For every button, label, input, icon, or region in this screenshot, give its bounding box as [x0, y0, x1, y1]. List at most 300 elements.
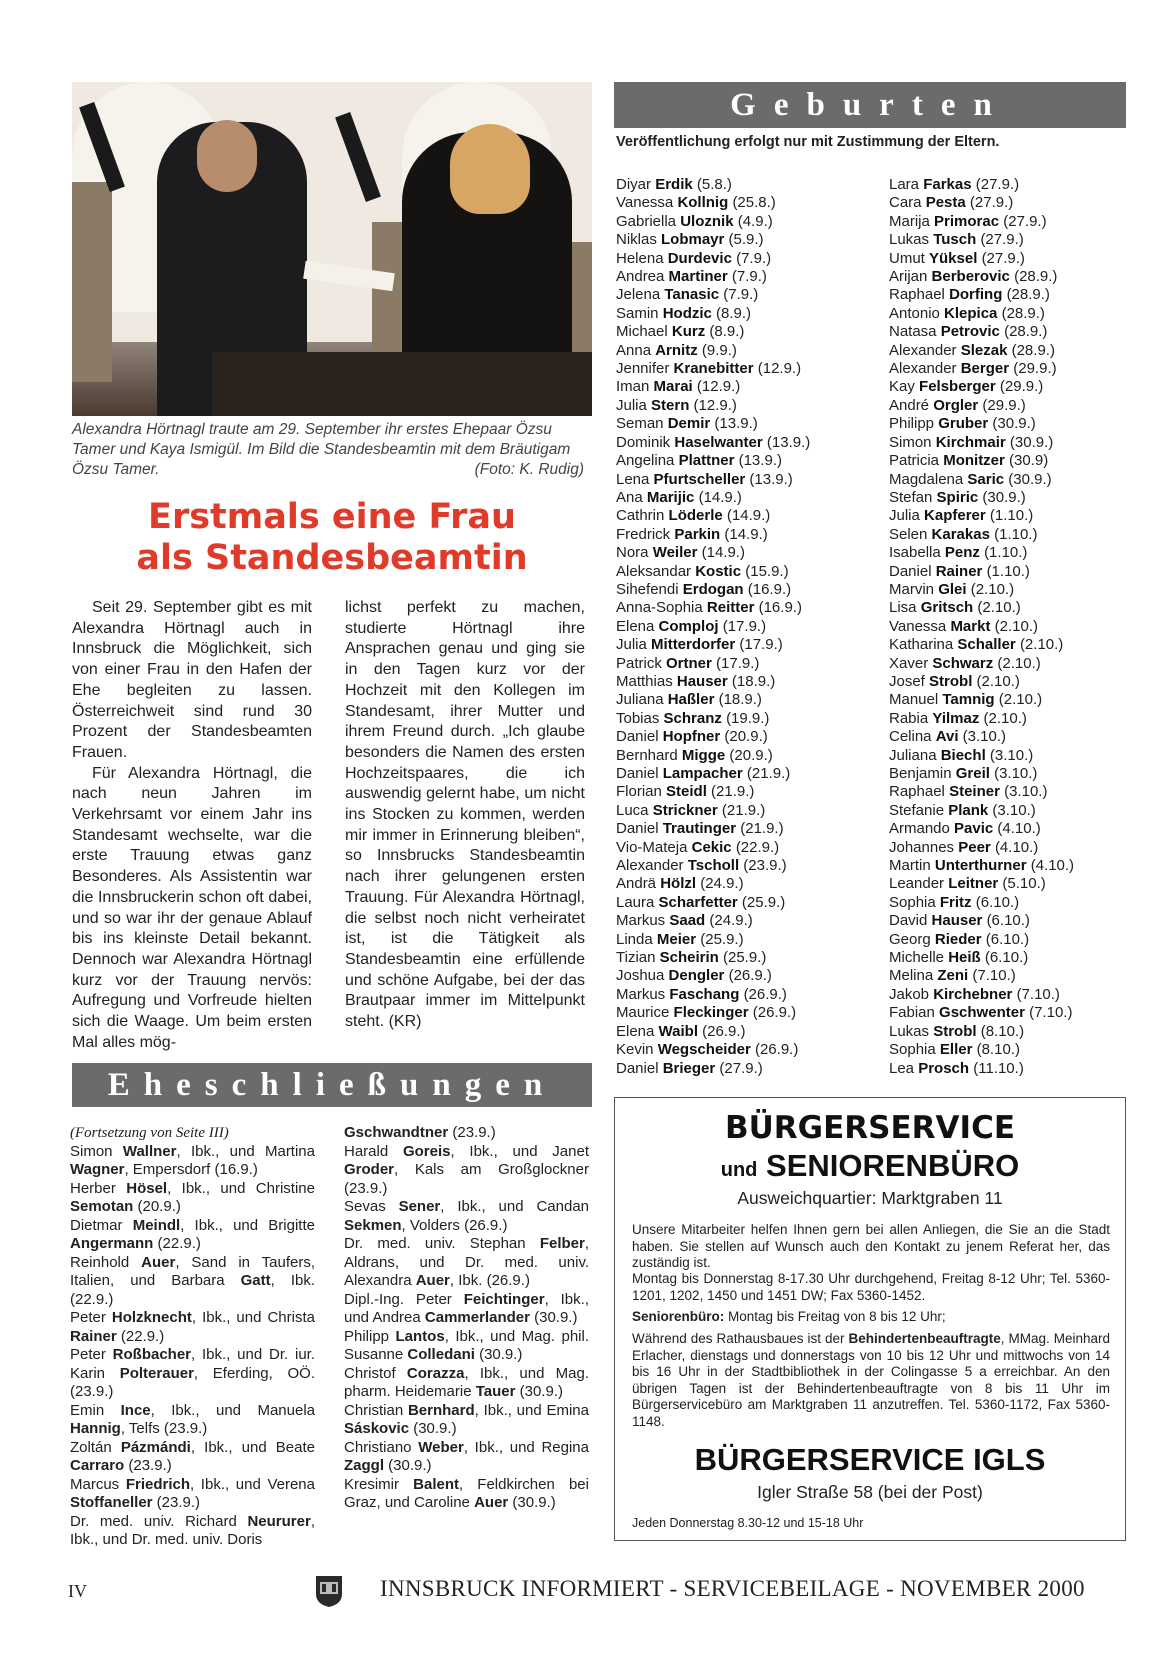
marriage-entry: [344, 1402, 589, 1439]
marriage-surname: Zaggl: [344, 1457, 384, 1474]
marriage-surname: Sekmen: [344, 1216, 402, 1234]
birth-entry: [889, 875, 1074, 893]
birth-first-name: Lea: [889, 1059, 915, 1077]
article-column-1: [72, 598, 312, 1053]
birth-first-name: Armando: [889, 820, 950, 838]
birth-entry: [616, 875, 810, 893]
service-title-und: und: [720, 1159, 758, 1181]
marriage-entry: [70, 1254, 315, 1310]
marriage-surname: Hösel: [126, 1179, 168, 1197]
marriage-surname: Colledani: [407, 1346, 475, 1363]
birth-entry: [616, 342, 810, 360]
birth-first-name: Daniel: [616, 1059, 659, 1077]
birth-last-name: Lobmayr: [661, 231, 725, 249]
birth-first-name: David: [889, 912, 928, 930]
birth-first-name: Alexander: [889, 341, 957, 359]
marriage-text: , Ibk., und Candan: [440, 1198, 589, 1215]
service-hours: Montag bis Donnerstag 8-17.30 Uhr durchgehend, Freitag 8-12 Uhr; Tel. 5360-1201, 1202, 1450 und 1451 DW; Fax 5360-1452.: [632, 1271, 1110, 1303]
birth-last-name: Farkas: [923, 176, 972, 193]
marriage-text: , Ibk., und Regina: [463, 1438, 589, 1456]
marriage-surname: Friedrich: [125, 1475, 190, 1493]
birth-first-name: Seman: [616, 415, 664, 433]
birth-entry: [889, 434, 1074, 452]
birth-date: (20.9.): [729, 746, 773, 764]
birth-date: (28.9.): [1004, 323, 1048, 341]
birth-last-name: Martiner: [668, 268, 728, 286]
birth-first-name: Antonio: [889, 304, 940, 322]
birth-entry: [889, 710, 1074, 728]
igls-title: BÜRGERSERVICE IGLS: [694, 1442, 1046, 1477]
birth-last-name: Markt: [950, 617, 991, 635]
birth-first-name: Elena: [616, 617, 655, 635]
birth-first-name: Julia: [889, 507, 920, 525]
marriage-text: Harald: [344, 1142, 403, 1160]
birth-last-name: Orgler: [933, 396, 979, 414]
birth-first-name: Cathrin: [616, 507, 665, 525]
birth-date: (4.9.): [737, 212, 773, 230]
births-list-left: [616, 176, 810, 1078]
birth-date: (6.10.): [985, 930, 1030, 948]
birth-entry: [616, 231, 810, 249]
marriage-surname: Corazza: [406, 1364, 465, 1382]
marriage-text: (22.9.): [116, 1327, 165, 1345]
marriages-banner: Eheschließungen: [72, 1063, 592, 1107]
marriages-list-right: [344, 1124, 589, 1513]
birth-date: (5.8.): [696, 176, 732, 193]
birth-entry: [889, 415, 1074, 433]
birth-first-name: Arijan: [889, 268, 928, 286]
birth-first-name: Lara: [889, 176, 920, 193]
birth-last-name: Demir: [667, 415, 711, 433]
birth-first-name: Nora: [616, 544, 649, 562]
birth-last-name: Marijic: [646, 488, 695, 506]
birth-entry: [889, 342, 1074, 360]
birth-last-name: Berger: [960, 360, 1010, 378]
birth-date: (2.10.): [998, 691, 1043, 709]
birth-date: (3.10.): [994, 765, 1038, 782]
birth-first-name: Jelena: [616, 286, 661, 304]
marriage-surname: Sáskovic: [344, 1420, 410, 1437]
birth-first-name: Helena: [616, 249, 664, 267]
birth-last-name: Plank: [948, 801, 989, 819]
disability-officer-info: [632, 1331, 1110, 1430]
birth-first-name: Michelle: [889, 949, 945, 967]
marriage-entry: [70, 1513, 315, 1550]
birth-date: (27.9.): [1003, 212, 1047, 230]
birth-entry: [889, 526, 1074, 544]
birth-last-name: Tamnig: [942, 691, 995, 709]
birth-entry: [616, 1041, 810, 1059]
marriage-text: Kresimir: [344, 1475, 414, 1493]
birth-date: (13.9.): [749, 470, 793, 488]
birth-date: (28.9.): [1001, 304, 1045, 322]
birth-date: (14.9.): [724, 525, 768, 543]
birth-date: (8.9.): [716, 304, 752, 322]
birth-entry: [616, 1060, 810, 1078]
marriage-entry: [344, 1235, 589, 1291]
birth-last-name: Stern: [651, 396, 690, 414]
marriage-text: , Ibk., und Dr. med. univ. Doris: [70, 1512, 315, 1548]
birth-last-name: Tscholl: [687, 857, 740, 875]
birth-last-name: Spiric: [936, 488, 979, 506]
birth-date: (1.10.): [984, 544, 1028, 562]
birth-first-name: Alexander: [889, 360, 957, 378]
birth-entry: [616, 618, 810, 636]
birth-date: (7.10.): [1029, 1004, 1073, 1022]
birth-entry: [889, 599, 1074, 617]
birth-last-name: Saric: [967, 470, 1005, 488]
marriage-surname: Auer: [474, 1494, 509, 1511]
birth-date: (13.9.): [766, 433, 811, 451]
birth-last-name: Zeni: [937, 967, 969, 985]
birth-last-name: Migge: [681, 746, 726, 764]
birth-entry: [889, 949, 1074, 967]
birth-date: (4.10.): [997, 820, 1041, 838]
birth-last-name: Slezak: [960, 341, 1008, 359]
marriage-surname: Holzknecht: [111, 1309, 192, 1326]
birth-first-name: Marija: [889, 212, 930, 230]
photo-caption: [72, 420, 592, 480]
birth-date: (21.9.): [721, 801, 766, 819]
birth-entry: [616, 655, 810, 673]
birth-first-name: Fabian: [889, 1004, 935, 1022]
marriage-text: Peter: [70, 1346, 113, 1363]
birth-last-name: Plattner: [678, 452, 735, 470]
service-title: BÜRGERSERVICE: [725, 1110, 1015, 1146]
birth-first-name: Anna-Sophia: [616, 599, 703, 617]
marriage-text: Herber: [70, 1179, 127, 1197]
birth-date: (14.9.): [726, 507, 771, 525]
marriage-entry: [344, 1143, 589, 1199]
birth-entry: [616, 912, 810, 930]
birth-date: (14.9.): [698, 488, 742, 506]
birth-first-name: Alexander: [616, 857, 684, 875]
marriage-surname: Sener: [398, 1198, 441, 1215]
marriage-surname: Auer: [141, 1253, 176, 1271]
birth-first-name: Jakob: [889, 985, 930, 1003]
birth-date: (25.9.): [700, 930, 744, 948]
service-intro: Unsere Mitarbeiter helfen Ihnen gern bei allen Anliegen, die Sie an die Stadt haben. Sie stellen auf Wunsch auch den Kontakt zu jenem Referat her, das zuständig ist.: [632, 1222, 1110, 1270]
birth-last-name: Tusch: [933, 231, 977, 249]
birth-date: (28.9.): [1011, 341, 1055, 359]
birth-first-name: Juliana: [616, 691, 664, 709]
birth-date: (30.9.): [982, 488, 1026, 506]
birth-entry: [616, 747, 810, 765]
births-note: Veröffentlichung erfolgt nur mit Zustimmung der Eltern.: [616, 134, 1000, 150]
marriage-text: (23.9.): [152, 1494, 201, 1511]
birth-entry: [616, 673, 810, 691]
service-subtitle: Ausweichquartier: Marktgraben 11: [737, 1188, 1003, 1208]
birth-date: (8.10.): [976, 1041, 1020, 1059]
birth-entry: [889, 894, 1074, 912]
birth-last-name: Penz: [944, 544, 980, 562]
birth-last-name: Peer: [958, 838, 991, 856]
birth-first-name: Iman: [616, 378, 650, 396]
birth-first-name: Xaver: [889, 654, 929, 672]
birth-entry: [889, 250, 1074, 268]
birth-first-name: Daniel: [616, 820, 659, 838]
birth-date: (2.10.): [997, 654, 1041, 672]
marriage-text: Philipp: [344, 1327, 396, 1345]
marriage-text: , Eferding, OÖ. (23.9.): [70, 1364, 316, 1400]
marriage-text: , Ibk., und Martina: [176, 1142, 315, 1160]
continued-note: (Fortsetzung von Seite III): [70, 1125, 229, 1141]
marriage-surname: Goreis: [402, 1142, 451, 1160]
birth-first-name: Aleksandar: [616, 562, 692, 580]
birth-first-name: Johannes: [889, 838, 955, 856]
birth-first-name: Natasa: [889, 323, 937, 341]
birth-entry: [889, 507, 1074, 525]
birth-last-name: Scheirin: [659, 949, 719, 967]
birth-last-name: Steiner: [949, 783, 1000, 801]
birth-last-name: Yüksel: [929, 249, 978, 267]
birth-first-name: Simon: [889, 433, 932, 451]
marriage-entry: [70, 1439, 315, 1476]
birth-date: (1.10.): [986, 562, 1030, 580]
marriage-text: (30.9.): [529, 1309, 578, 1326]
marriage-text: , Ibk., und Brigitte: [180, 1216, 315, 1234]
birth-entry: [889, 471, 1074, 489]
birth-last-name: Eller: [939, 1041, 973, 1059]
birth-entry: [616, 194, 810, 212]
birth-entry: [616, 268, 810, 286]
birth-last-name: Klepica: [944, 304, 998, 322]
birth-first-name: Celina: [889, 728, 932, 746]
birth-date: (17.9.): [722, 617, 767, 635]
birth-last-name: Hauser: [931, 912, 983, 930]
birth-first-name: Katharina: [889, 636, 954, 654]
marriage-text: Sevas: [344, 1198, 399, 1215]
birth-first-name: Florian: [616, 783, 662, 801]
birth-first-name: Selen: [889, 525, 928, 543]
birth-entry: [616, 434, 810, 452]
birth-first-name: Leander: [889, 875, 945, 893]
birth-date: (2.10.): [977, 599, 1021, 617]
birth-date: (7.9.): [723, 286, 759, 304]
birth-first-name: Luca: [616, 801, 649, 819]
marriage-text: Marcus: [70, 1475, 126, 1493]
marriage-text: , Empersdorf (16.9.): [124, 1161, 258, 1178]
birth-last-name: Arnitz: [655, 341, 698, 359]
birth-entry: [889, 581, 1074, 599]
birth-date: (5.9.): [728, 231, 764, 249]
birth-entry: [616, 986, 810, 1004]
marriage-surname: Gschwandtner: [344, 1124, 449, 1141]
birth-entry: [889, 194, 1074, 212]
birth-first-name: Martin: [889, 857, 931, 875]
birth-entry: [616, 949, 810, 967]
birth-last-name: Hodzic: [662, 304, 712, 322]
birth-entry: [616, 360, 810, 378]
birth-entry: [889, 1023, 1074, 1041]
birth-date: (8.10.): [980, 1022, 1025, 1040]
birth-last-name: Unterthurner: [934, 857, 1027, 875]
birth-first-name: Samin: [616, 304, 659, 322]
birth-entry: [889, 286, 1074, 304]
birth-date: (12.9.): [696, 378, 741, 396]
birth-first-name: Vanessa: [616, 194, 674, 212]
birth-entry: [616, 894, 810, 912]
birth-first-name: Raphael: [889, 286, 945, 304]
birth-date: (19.9.): [726, 709, 770, 727]
birth-first-name: Fredrick: [616, 525, 671, 543]
birth-first-name: Philipp: [889, 415, 935, 433]
birth-last-name: Steidl: [666, 783, 707, 801]
birth-entry: [616, 378, 810, 396]
birth-entry: [616, 471, 810, 489]
birth-last-name: Erdogan: [682, 580, 744, 598]
marriage-entry: [344, 1291, 589, 1328]
birth-date: (1.10.): [994, 525, 1038, 543]
birth-date: (30.9.): [992, 415, 1036, 433]
birth-first-name: Stefan: [889, 488, 933, 506]
birth-first-name: André: [889, 396, 930, 414]
birth-date: (25.9.): [723, 949, 767, 967]
birth-first-name: Elena: [616, 1022, 655, 1040]
birth-last-name: Saad: [669, 912, 706, 930]
birth-date: (18.9.): [731, 672, 776, 690]
marriage-text: , Feldkirchen bei Graz, und Caroline: [344, 1475, 589, 1511]
birth-entry: [889, 986, 1074, 1004]
birth-date: (2.10.): [1019, 636, 1064, 654]
birth-last-name: Fritz: [939, 893, 972, 911]
birth-last-name: Strobl: [929, 672, 973, 690]
marriage-text: , Ibk., und Dr. iur. Karin: [70, 1346, 315, 1382]
birth-date: (17.9.): [739, 636, 783, 654]
birth-entry: [889, 931, 1074, 949]
birth-date: (2.10.): [970, 580, 1015, 598]
birth-date: (13.9.): [714, 415, 758, 433]
senior-office-title: [614, 1148, 1126, 1188]
birth-first-name: Magdalena: [889, 470, 964, 488]
birth-date: (26.9.): [702, 1022, 746, 1040]
birth-date: (21.9.): [711, 783, 755, 801]
birth-last-name: Haselwanter: [674, 433, 763, 451]
marriage-text: Dietmar: [70, 1216, 133, 1234]
birth-date: (26.9.): [754, 1041, 799, 1059]
marriage-entry: [344, 1476, 589, 1513]
marriage-surname: Semotan: [70, 1198, 134, 1215]
article-paragraph: Für Alexandra Hörtnagl, die nach neun Jahren im Verkehrsamt vor einem Jahr ins Standesamt wechselte, war die erste Trauung etwas ganz Besonderes. Als Assistentin war die Innsbruckerin schon oft dabei, und so war ihr der genaue Ablauf bis ins kleinste Detail bekannt. Dennoch war Alexandra Hörtnagl kurz vor der Trauung nervös: Aufregung und Vorfreude hielten sich die Waage. Um beim ersten Mal alles mög-: [72, 764, 312, 1051]
birth-date: (21.9.): [746, 765, 791, 782]
birth-first-name: Tobias: [616, 709, 660, 727]
birth-entry: [616, 507, 810, 525]
marriage-surname: Polterauer: [119, 1364, 194, 1382]
marriage-text: , Aldrans, und Dr. med. univ. Alexandra: [344, 1235, 589, 1289]
birth-last-name: Brieger: [662, 1059, 716, 1077]
birth-entry: [889, 912, 1074, 930]
birth-date: (1.10.): [989, 507, 1034, 525]
birth-entry: [616, 286, 810, 304]
birth-last-name: Rieder: [934, 930, 982, 948]
marriage-surname: Angermann: [70, 1235, 154, 1252]
birth-first-name: Georg: [889, 930, 931, 948]
disability-officer-label: Behindertenbeauftragte: [848, 1331, 1001, 1346]
birth-first-name: Tizian: [616, 949, 656, 967]
birth-last-name: Kirchebner: [933, 985, 1013, 1003]
marriage-surname: Neururer: [247, 1512, 311, 1530]
marriage-text: Christiano: [344, 1438, 419, 1456]
birth-date: (2.10.): [983, 709, 1027, 727]
birth-last-name: Pesta: [925, 194, 966, 212]
senior-hours: [632, 1309, 1110, 1326]
birth-first-name: Anna: [616, 341, 652, 359]
birth-first-name: Markus: [616, 985, 666, 1003]
birth-date: (7.9.): [736, 249, 772, 267]
marriage-text: (30.9.): [515, 1383, 563, 1400]
marriage-text: (30.9.): [384, 1457, 432, 1474]
birth-last-name: Dorfing: [949, 286, 1003, 304]
birth-date: (26.9.): [743, 985, 787, 1003]
birth-last-name: Reitter: [706, 599, 755, 617]
birth-last-name: Berberovic: [931, 268, 1010, 286]
birth-last-name: Kapferer: [924, 507, 986, 525]
birth-date: (18.9.): [718, 691, 762, 709]
birth-last-name: Schaller: [957, 636, 1016, 654]
marriage-surname: Feichtinger: [463, 1290, 545, 1308]
births-banner: Geburten: [614, 82, 1126, 128]
birth-entry: [889, 360, 1074, 378]
birth-last-name: Wegscheider: [657, 1041, 751, 1059]
marriage-text: Reinhold: [70, 1253, 142, 1271]
birth-entry: [616, 783, 810, 801]
marriage-surname: Tauer: [475, 1383, 516, 1400]
birth-first-name: Diyar: [616, 176, 652, 193]
birth-entry: [616, 305, 810, 323]
birth-last-name: Ortner: [666, 654, 712, 672]
birth-date: (4.10.): [994, 838, 1039, 856]
birth-entry: [889, 618, 1074, 636]
marriage-entry: [70, 1309, 315, 1346]
birth-date: (27.9.): [719, 1059, 763, 1077]
birth-first-name: Julia: [616, 636, 647, 654]
birth-last-name: Scharfetter: [658, 893, 738, 911]
birth-date: (27.9.): [981, 249, 1025, 267]
birth-last-name: Hauser: [676, 672, 728, 690]
senior-text: Montag bis Freitag von 8 bis 12 Uhr;: [724, 1309, 946, 1324]
birth-date: (6.10.): [975, 893, 1020, 911]
birth-last-name: Strobl: [933, 1022, 977, 1040]
marriage-text: , Ibk., und Mag. pharm. Heidemarie: [344, 1364, 589, 1400]
birth-first-name: Sophia: [889, 893, 936, 911]
birth-entry: [616, 931, 810, 949]
birth-entry: [889, 967, 1074, 985]
birth-last-name: Faschang: [669, 985, 740, 1003]
birth-entry: [889, 489, 1074, 507]
photo-credit: (Foto: K. Rudig): [474, 461, 584, 478]
marriage-surname: Pázmándi: [120, 1438, 191, 1456]
marriage-text: , Ibk., und Emina: [474, 1401, 589, 1419]
birth-date: (23.9.): [743, 857, 787, 875]
birth-last-name: Meier: [656, 930, 697, 948]
birth-entry: [889, 820, 1074, 838]
marriage-entry: [70, 1346, 315, 1402]
marriage-surname: Hannig: [70, 1420, 121, 1437]
birth-date: (3.10.): [962, 728, 1007, 746]
marriage-entry: [344, 1124, 589, 1143]
birth-entry: [889, 1041, 1074, 1059]
birth-last-name: Strickner: [652, 801, 718, 819]
birth-first-name: Sophia: [889, 1041, 936, 1059]
marriage-text: (20.9.): [133, 1198, 181, 1215]
birth-date: (30.9): [1009, 452, 1049, 470]
birth-date: (4.10.): [1030, 857, 1075, 875]
marriage-surname: Auer: [415, 1272, 450, 1289]
birth-last-name: Prosch: [918, 1059, 970, 1077]
birth-last-name: Mitterdorfer: [651, 636, 736, 654]
disability-text-c: , MMag. Meinhard Erlacher, dienstags und donnerstags von 10 bis 12 Uhr und mittwochs von 14 bis 16 Uhr in der Stadtbibliothek in der Colingasse 5 a erreichbar. An den übrigen Tagen ist der Behindertenbeauftragte von 8 bis 11 Uhr im Bürgerservicebüro am Marktgraben 11 anzutreffen. Tel. 5360-1172, Fax 5360- 1148.: [632, 1331, 1110, 1429]
marriage-entry: [70, 1402, 315, 1439]
